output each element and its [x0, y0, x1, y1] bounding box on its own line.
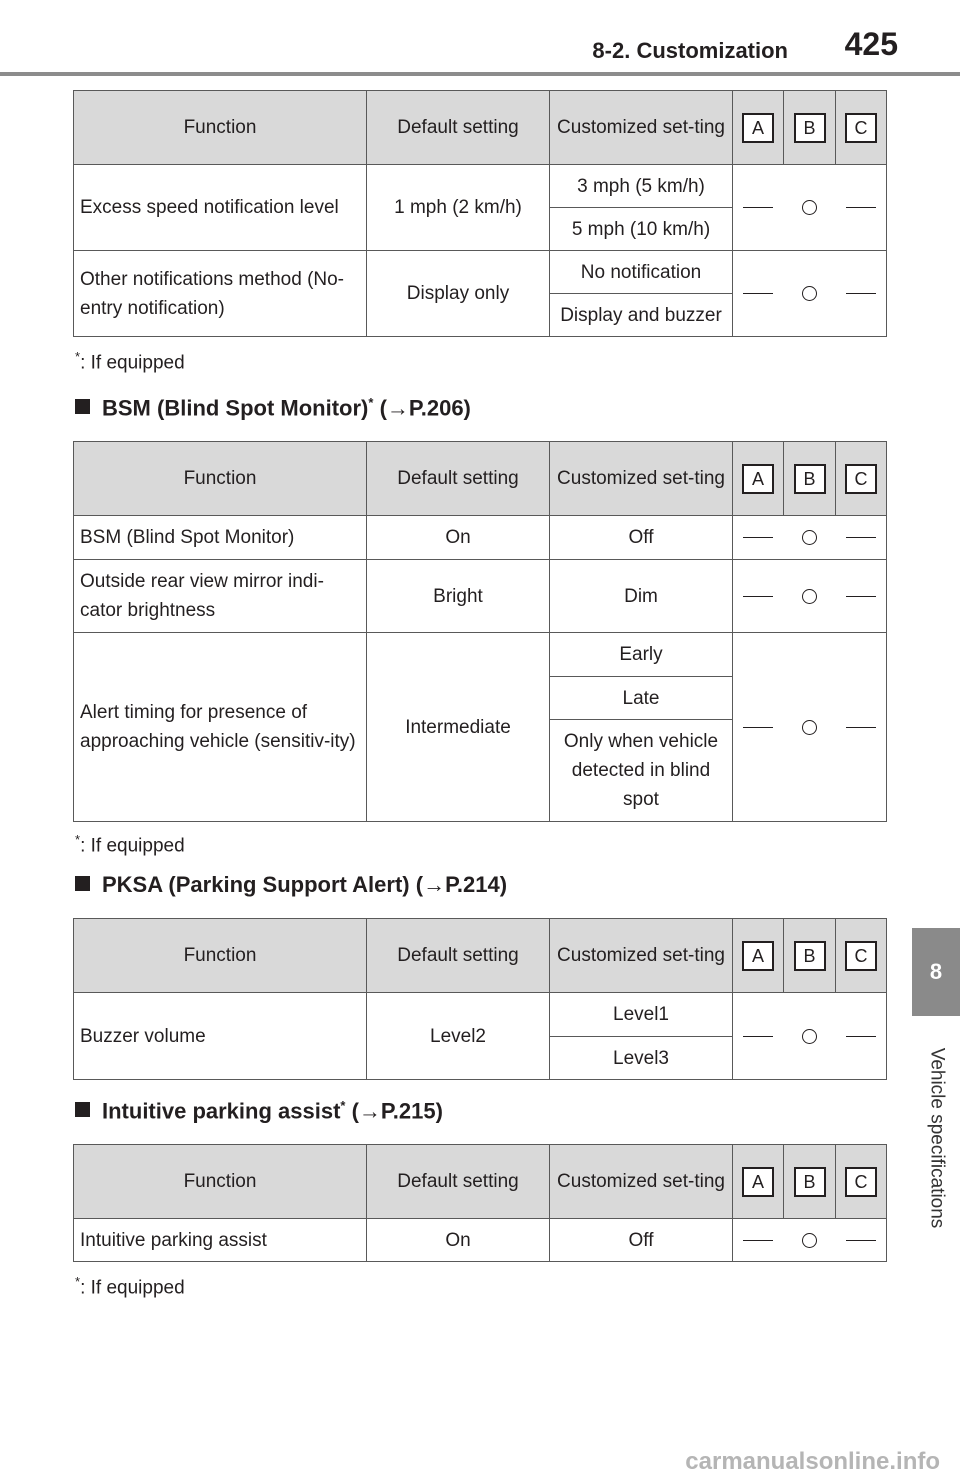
not-available-mark [743, 727, 773, 728]
col-default: Default setting [367, 91, 550, 165]
badge-a: A [742, 941, 774, 971]
function-cell: Intuitive parking assist [74, 1219, 367, 1262]
not-available-mark [743, 293, 773, 294]
available-mark [802, 530, 817, 545]
available-mark [802, 1233, 817, 1248]
option-cell: Only when vehicle detected in blind spot [550, 720, 733, 822]
footnote: *: If equipped [75, 349, 185, 374]
badge-b: B [794, 464, 826, 494]
not-available-mark [846, 596, 876, 597]
badge-c: C [845, 941, 877, 971]
badge-b: B [794, 113, 826, 143]
col-function: Function [74, 919, 367, 993]
badge-a: A [742, 1167, 774, 1197]
bullet-square [75, 876, 90, 891]
available-mark [802, 286, 817, 301]
pksa-heading: PKSA (Parking Support Alert) (→P.214) [75, 872, 507, 898]
col-customized: Customized set-ting [550, 919, 733, 993]
ipa-table [73, 1144, 887, 1262]
not-available-mark [743, 1240, 773, 1241]
col-customized: Customized set-ting [550, 442, 733, 516]
ipa-page-link[interactable]: (→P.215) [351, 1098, 443, 1124]
col-function: Function [74, 442, 367, 516]
option-cell: 5 mph (10 km/h) [550, 208, 733, 251]
default-cell: Level2 [367, 993, 550, 1080]
page-number: 425 [844, 26, 898, 62]
default-cell: Display only [367, 251, 550, 337]
bullet-square [75, 399, 90, 414]
not-available-mark [743, 537, 773, 538]
option-cell: Late [550, 677, 733, 720]
not-available-mark [743, 1036, 773, 1037]
not-available-mark [846, 207, 876, 208]
bsm-table [73, 441, 887, 822]
badge-c: C [845, 1167, 877, 1197]
page-header [0, 0, 960, 76]
chapter-tab[interactable]: 8 [912, 928, 960, 1016]
bsm-page-link[interactable]: (→P.206) [379, 395, 471, 421]
bullet-square [75, 1102, 90, 1117]
function-cell: Outside rear view mirror indi-cator brightness [74, 560, 367, 633]
option-cell: Display and buzzer [550, 294, 733, 337]
col-function: Function [74, 1145, 367, 1219]
option-cell: Off [550, 1219, 733, 1262]
col-default: Default setting [367, 919, 550, 993]
not-available-mark [846, 537, 876, 538]
footnote: *: If equipped [75, 832, 185, 857]
option-cell: Level3 [550, 1037, 733, 1080]
not-available-mark [846, 727, 876, 728]
default-cell: Bright [367, 560, 550, 633]
available-mark [802, 1029, 817, 1044]
badge-b: B [794, 1167, 826, 1197]
function-cell: Other notifications method (No-entry notification) [74, 251, 367, 337]
badge-a: A [742, 113, 774, 143]
function-cell: Alert timing for presence of approaching vehicle (sensitiv-ity) [74, 633, 367, 822]
option-cell: Dim [550, 560, 733, 633]
available-mark [802, 720, 817, 735]
function-cell: BSM (Blind Spot Monitor) [74, 516, 367, 560]
default-cell: Intermediate [367, 633, 550, 822]
not-available-mark [846, 293, 876, 294]
watermark: carmanualsonline.info [685, 1448, 940, 1475]
option-cell: Off [550, 516, 733, 560]
default-cell: 1 mph (2 km/h) [367, 165, 550, 251]
bsm-heading: BSM (Blind Spot Monitor)* (→P.206) [75, 395, 471, 421]
not-available-mark [743, 596, 773, 597]
default-cell: On [367, 516, 550, 560]
badge-b: B [794, 941, 826, 971]
option-cell: 3 mph (5 km/h) [550, 165, 733, 208]
badge-c: C [845, 464, 877, 494]
pksa-table [73, 918, 887, 1080]
badge-c: C [845, 113, 877, 143]
not-available-mark [846, 1036, 876, 1037]
available-mark [802, 200, 817, 215]
not-available-mark [846, 1240, 876, 1241]
col-customized: Customized set-ting [550, 1145, 733, 1219]
header-rule [0, 72, 960, 76]
footnote: *: If equipped [75, 1274, 185, 1299]
col-customized: Customized set-ting [550, 91, 733, 165]
available-mark [802, 589, 817, 604]
excess-speed-table [73, 90, 887, 337]
col-function: Function [74, 91, 367, 165]
not-available-mark [743, 207, 773, 208]
chapter-label: Vehicle specifications [926, 1047, 948, 1229]
default-cell: On [367, 1219, 550, 1262]
function-cell: Excess speed notification level [74, 165, 367, 251]
section-title: 8-2. Customization [592, 38, 788, 63]
col-default: Default setting [367, 442, 550, 516]
badge-a: A [742, 464, 774, 494]
option-cell: Level1 [550, 993, 733, 1037]
option-cell: No notification [550, 251, 733, 294]
pksa-page-link[interactable]: (→P.214) [415, 872, 508, 897]
col-default: Default setting [367, 1145, 550, 1219]
ipa-heading: Intuitive parking assist* (→P.215) [75, 1098, 443, 1124]
option-cell: Early [550, 633, 733, 677]
function-cell: Buzzer volume [74, 993, 367, 1080]
